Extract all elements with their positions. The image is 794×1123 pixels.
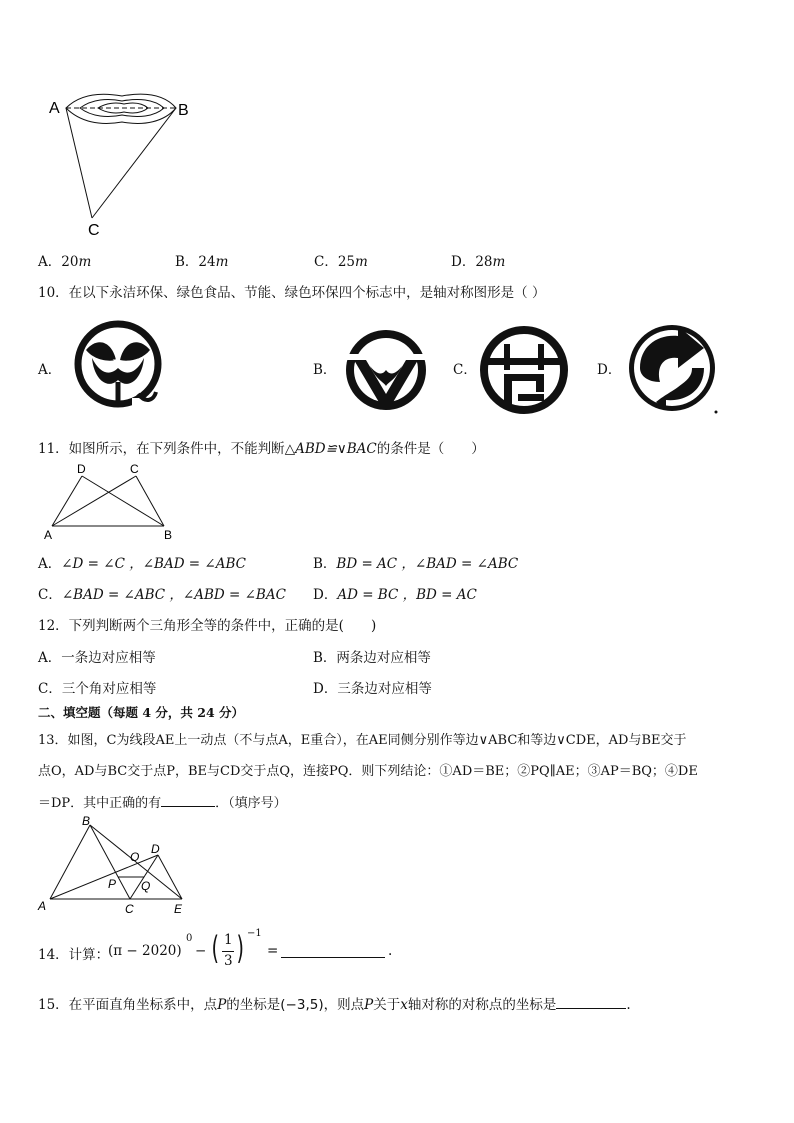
q9-pond-outer: [66, 94, 176, 123]
q11-figure: [40, 462, 190, 544]
q9-figure: [40, 88, 200, 240]
q10-stem: 10．在以下永洁环保、绿色食品、节能、绿色环保四个标志中，是轴对称图形是（ ）: [38, 285, 546, 301]
q14-answer-blank[interactable]: [281, 944, 385, 958]
q9-line-bc: [92, 108, 176, 218]
q11-label-c: C: [130, 462, 139, 476]
q12-option-a: A．一条边对应相等: [38, 650, 156, 666]
q11-label-b: B: [164, 528, 173, 542]
q9-option-d: D．28m: [451, 254, 506, 270]
q14-minus: −: [195, 943, 207, 959]
q12-stem: 12．下列判断两个三角形全等的条件中，正确的是( ): [38, 618, 377, 634]
q10-option-c-label: C．: [453, 362, 477, 378]
q14-base: (π − 2020): [108, 943, 182, 959]
q10-logo-a: [72, 320, 166, 412]
q10-option-d-label: D．: [597, 362, 622, 378]
q15-line: 15．在平面直角坐标系中，点P的坐标是(−3,5)，则点P关于x轴对称的对称点的坐标是 .: [38, 997, 631, 1013]
q14-frac-den: 3: [224, 953, 233, 969]
q13-label-e: E: [174, 902, 183, 916]
q13-label-q: Q: [141, 879, 151, 893]
q12-option-b: B．两条边对应相等: [313, 650, 431, 666]
q14-prefix: 14．计算：: [38, 947, 110, 963]
q9-option-a: A．20m: [38, 254, 92, 270]
q14-period: .: [388, 943, 393, 959]
q10-logo-d: [626, 322, 722, 418]
q10-logo-b: [340, 326, 432, 416]
q11-option-d: D．AD = BC ，BD = AC: [313, 587, 477, 603]
q13-label-o: O: [130, 850, 140, 864]
q10-option-b-label: B．: [313, 362, 337, 378]
q11-option-b: B．BD = AC ，∠BAD = ∠ABC: [313, 556, 519, 572]
q11-label-a: A: [44, 528, 53, 542]
q9-option-c: C．25m: [314, 254, 368, 270]
q15-answer-blank[interactable]: [556, 995, 626, 1009]
q14-paren-right: ): [236, 929, 244, 967]
q13-label-d: D: [151, 842, 160, 856]
q12-option-c: C．三个角对应相等: [38, 681, 157, 697]
q14-equals: =: [267, 943, 279, 959]
q13-answer-blank[interactable]: [161, 793, 215, 807]
q11-option-a: A．∠D = ∠C ，∠BAD = ∠ABC: [38, 556, 246, 572]
q9-label-a: A: [49, 100, 60, 117]
q14-frac-num: 1: [224, 932, 233, 948]
q13-label-c: C: [125, 902, 134, 916]
q14-exp-zero: 0: [186, 933, 193, 944]
q9-line-ac: [66, 108, 92, 218]
q14-paren-left: (: [211, 929, 219, 967]
q13-label-p: P: [108, 877, 117, 891]
q9-option-b: B．24m: [175, 254, 229, 270]
section-title-fill-in: 二、填空题（每题 4 分，共 24 分）: [38, 705, 245, 720]
q13-line-1: 13．如图，C为线段AE上一动点（不与点A，E重合），在AE同侧分别作等边∨ABC和等边∨CDE，AD与BE交于: [38, 733, 687, 748]
svg-text:★: ★: [112, 356, 121, 367]
q13-figure: [36, 815, 196, 919]
q9-label-c: C: [88, 222, 100, 239]
q14-exp-neg: −1: [247, 928, 262, 939]
q13-line-2: 点O，AD与BC交于点P，BE与CD交于点Q，连接PQ．则下列结论：①AD＝BE；②PQ∥AE；③AP＝BQ；④DE: [38, 764, 698, 779]
q14-frac-bar: [222, 951, 234, 952]
q11-stem: 11．如图所示，在下列条件中，不能判断△ABD≌∨BAC的条件是（ ）: [38, 441, 485, 457]
q11-option-c: C．∠BAD = ∠ABC ，∠ABD = ∠BAC: [38, 587, 286, 603]
q13-label-b: B: [82, 815, 91, 828]
q10-logo-c: [478, 324, 570, 416]
q9-label-b: B: [178, 102, 189, 119]
q13-label-a: A: [38, 899, 47, 913]
q12-option-d: D．三条边对应相等: [313, 681, 432, 697]
q13-line-3: ＝DP．其中正确的有 ．（填序号）: [38, 792, 287, 811]
q10-option-a-label: A．: [38, 362, 62, 378]
q11-label-d: D: [77, 462, 86, 476]
